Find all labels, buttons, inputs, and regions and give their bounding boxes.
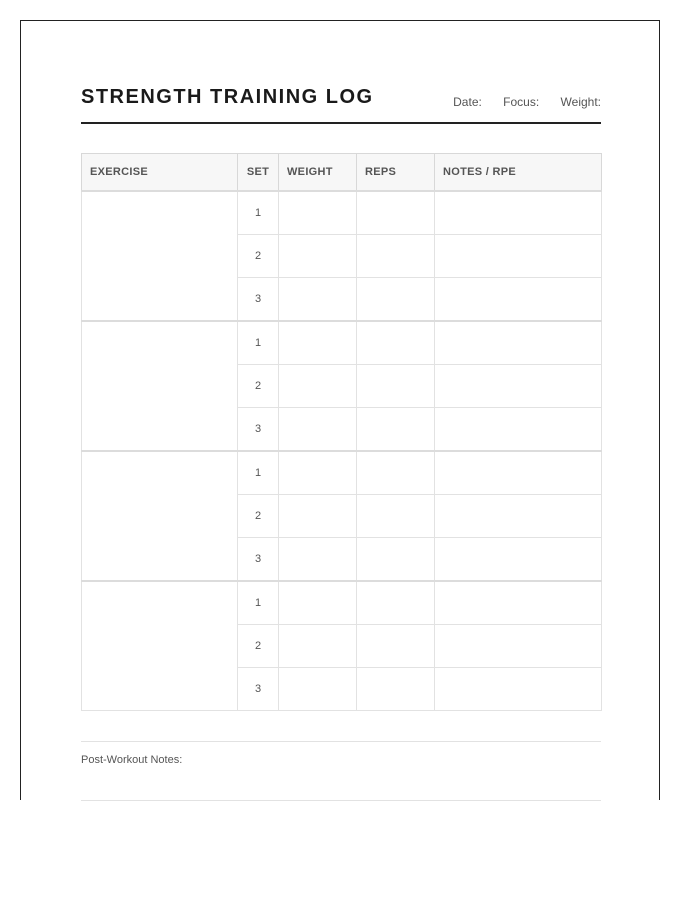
set-number-cell: 2: [238, 235, 279, 278]
post-workout-notes-label: Post-Workout Notes:: [81, 754, 183, 766]
weight-cell[interactable]: [279, 321, 357, 365]
post-workout-notes-area[interactable]: [81, 741, 601, 801]
set-number-cell: 3: [238, 278, 279, 322]
weight-cell[interactable]: [279, 495, 357, 538]
notes-cell[interactable]: [435, 538, 602, 582]
weight-cell[interactable]: [279, 625, 357, 668]
set-number-cell: 1: [238, 451, 279, 495]
notes-cell[interactable]: [435, 451, 602, 495]
set-number-cell: 1: [238, 191, 279, 235]
date-field-label: Date:: [453, 95, 482, 109]
notes-cell[interactable]: [435, 235, 602, 278]
log-header: [81, 84, 601, 124]
reps-cell[interactable]: [357, 451, 435, 495]
set-number-cell: 2: [238, 365, 279, 408]
set-column-header: SET: [238, 154, 279, 192]
weight-cell[interactable]: [279, 365, 357, 408]
exercise-column-header: EXERCISE: [82, 154, 238, 192]
weight-column-header: WEIGHT: [279, 154, 357, 192]
exercise-cell[interactable]: [82, 191, 238, 321]
notes-cell[interactable]: [435, 625, 602, 668]
weight-cell[interactable]: [279, 581, 357, 625]
set-number-cell: 3: [238, 668, 279, 711]
set-number-cell: 2: [238, 625, 279, 668]
set-number-cell: 1: [238, 581, 279, 625]
weight-cell[interactable]: [279, 408, 357, 452]
set-number-cell: 2: [238, 495, 279, 538]
notes-cell[interactable]: [435, 321, 602, 365]
weight-cell[interactable]: [279, 538, 357, 582]
reps-column-header: REPS: [357, 154, 435, 192]
notes-cell[interactable]: [435, 278, 602, 322]
notes-cell[interactable]: [435, 495, 602, 538]
weight-cell[interactable]: [279, 191, 357, 235]
weight-cell[interactable]: [279, 451, 357, 495]
exercise-cell[interactable]: [82, 321, 238, 451]
set-number-cell: 3: [238, 408, 279, 452]
reps-cell[interactable]: [357, 538, 435, 582]
training-log-table: [81, 153, 602, 711]
reps-cell[interactable]: [357, 408, 435, 452]
log-sheet: [20, 20, 660, 800]
table-header-row: [82, 154, 602, 192]
set-number-cell: 3: [238, 538, 279, 582]
notes-cell[interactable]: [435, 191, 602, 235]
page-title: STRENGTH TRAINING LOG: [81, 86, 374, 108]
reps-cell[interactable]: [357, 625, 435, 668]
reps-cell[interactable]: [357, 278, 435, 322]
table-row: [82, 581, 602, 625]
notes-cell[interactable]: [435, 668, 602, 711]
weight-cell[interactable]: [279, 668, 357, 711]
meta-fields: [453, 95, 601, 109]
reps-cell[interactable]: [357, 365, 435, 408]
table-row: [82, 321, 602, 365]
table-row: [82, 451, 602, 495]
weight-field-label: Weight:: [560, 95, 601, 109]
exercise-cell[interactable]: [82, 451, 238, 581]
reps-cell[interactable]: [357, 191, 435, 235]
weight-cell[interactable]: [279, 278, 357, 322]
reps-cell[interactable]: [357, 581, 435, 625]
reps-cell[interactable]: [357, 235, 435, 278]
notes-column-header: NOTES / RPE: [435, 154, 602, 192]
reps-cell[interactable]: [357, 495, 435, 538]
notes-cell[interactable]: [435, 408, 602, 452]
notes-cell[interactable]: [435, 581, 602, 625]
exercise-cell[interactable]: [82, 581, 238, 711]
reps-cell[interactable]: [357, 321, 435, 365]
reps-cell[interactable]: [357, 668, 435, 711]
table-row: [82, 191, 602, 235]
set-number-cell: 1: [238, 321, 279, 365]
focus-field-label: Focus:: [503, 95, 540, 109]
weight-cell[interactable]: [279, 235, 357, 278]
notes-cell[interactable]: [435, 365, 602, 408]
